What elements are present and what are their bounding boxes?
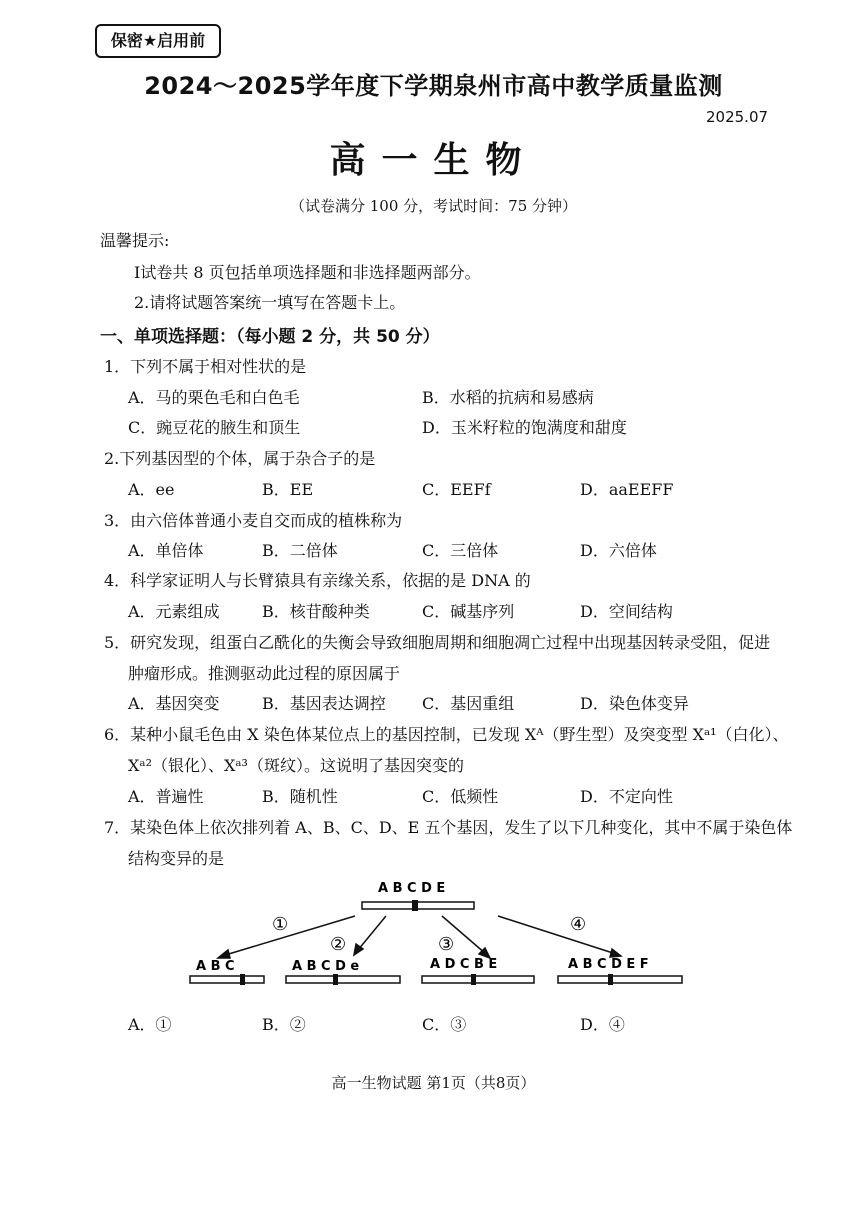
section-heading: 一、单项选择题：（每小题 2 分，共 50 分） [100, 327, 440, 347]
option-c: C．③ [422, 1015, 467, 1034]
option-d: D．④ [580, 1015, 625, 1034]
question-stem: 6．某种小鼠毛色由 X 染色体某位点上的基因控制，已发现 Xᴬ（野生型）及突变型 Xᵃ¹（白化）、 [104, 725, 789, 744]
exam-title: 2024～2025学年度下学期泉州市高中教学质量监测 [144, 72, 723, 100]
question-stem: 5．研究发现，组蛋白乙酰化的失衡会导致细胞周期和细胞凋亡过程中出现基因转录受阻，促进 [104, 633, 771, 652]
question-stem: 2.下列基因型的个体，属于杂合子的是 [104, 449, 376, 468]
question-stem: 4．科学家证明人与长臂猿具有亲缘关系，依据的是 DNA 的 [104, 571, 531, 590]
option-b: B．② [262, 1015, 306, 1034]
option-a: A．① [128, 1015, 172, 1034]
notice-heading: 温馨提示: [100, 231, 170, 250]
centromere [333, 974, 338, 985]
chromosome-diagram [180, 872, 700, 992]
option-d: D．空间结构 [580, 602, 673, 621]
option-b: B．基因表达调控 [262, 694, 386, 713]
question-stem-cont: Xᵃ²（银化）、Xᵃ³（斑纹）。这说明了基因突变的 [128, 756, 464, 775]
option-a: A．普遍性 [128, 787, 204, 806]
option-b: B．EE [262, 480, 314, 499]
centromere [608, 974, 613, 985]
notice-item: 2.请将试题答案统一填写在答题卡上。 [134, 293, 406, 312]
exam-meta: （试卷满分 100 分，考试时间：75 分钟） [289, 197, 578, 215]
page-footer: 高一生物试题 第1页（共8页） [331, 1074, 536, 1092]
option-a: A．元素组成 [128, 602, 220, 621]
option-c: C．碱基序列 [422, 602, 515, 621]
result-3-chromosome [422, 976, 534, 983]
option-d: D．不定向性 [580, 787, 673, 806]
option-b: B．核苷酸种类 [262, 602, 370, 621]
option-d: D．染色体变异 [580, 694, 689, 713]
option-a: A．马的栗色毛和白色毛 [128, 388, 300, 407]
option-b: B．随机性 [262, 787, 338, 806]
option-a: A．ee [128, 480, 175, 499]
original-gene-labels: A B C D E [378, 881, 446, 896]
result-1-labels: A B C [196, 959, 235, 974]
result-4-labels: A B C D E F [568, 957, 649, 972]
option-c: C．基因重组 [422, 694, 515, 713]
confidential-stamp: 保密★启用前 [95, 24, 221, 58]
question-stem: 7．某染色体上依次排列着 A、B、C、D、E 五个基因，发生了以下几种变化，其中不属于染色体 [104, 818, 793, 837]
option-a: A．单倍体 [128, 541, 204, 560]
result-2-chromosome [286, 976, 400, 983]
label-4: ④ [570, 914, 587, 935]
question-stem-cont: 结构变异的是 [128, 849, 225, 868]
result-3-labels: A D C B E [430, 957, 498, 972]
option-c: C．豌豆花的腋生和顶生 [128, 418, 301, 437]
centromere [412, 900, 418, 911]
subject-title: 高一生物 [329, 139, 538, 181]
option-c: C．三倍体 [422, 541, 499, 560]
label-3: ③ [438, 934, 455, 955]
question-stem: 1．下列不属于相对性状的是 [104, 357, 307, 376]
option-c: C．EEFf [422, 480, 491, 499]
notice-item: Ⅰ试卷共 8 页包括单项选择题和非选择题两部分。 [134, 263, 481, 282]
centromere [471, 974, 476, 985]
option-b: B．水稻的抗病和易感病 [422, 388, 594, 407]
result-2-labels: A B C D e [292, 959, 360, 974]
option-d: D．玉米籽粒的饱满度和甜度 [422, 418, 627, 437]
option-d: D．aaEEFF [580, 480, 674, 499]
option-b: B．二倍体 [262, 541, 338, 560]
result-1-chromosome [190, 976, 264, 983]
question-stem-cont: 肿瘤形成。推测驱动此过程的原因属于 [128, 664, 401, 683]
label-1: ① [272, 914, 289, 935]
question-stem: 3．由六倍体普通小麦自交而成的植株称为 [104, 511, 403, 530]
option-c: C．低频性 [422, 787, 499, 806]
exam-date: 2025.07 [706, 108, 769, 126]
result-4-chromosome [558, 976, 682, 983]
centromere [240, 974, 245, 985]
option-d: D．六倍体 [580, 541, 657, 560]
option-a: A．基因突变 [128, 694, 220, 713]
label-2: ② [330, 934, 347, 955]
